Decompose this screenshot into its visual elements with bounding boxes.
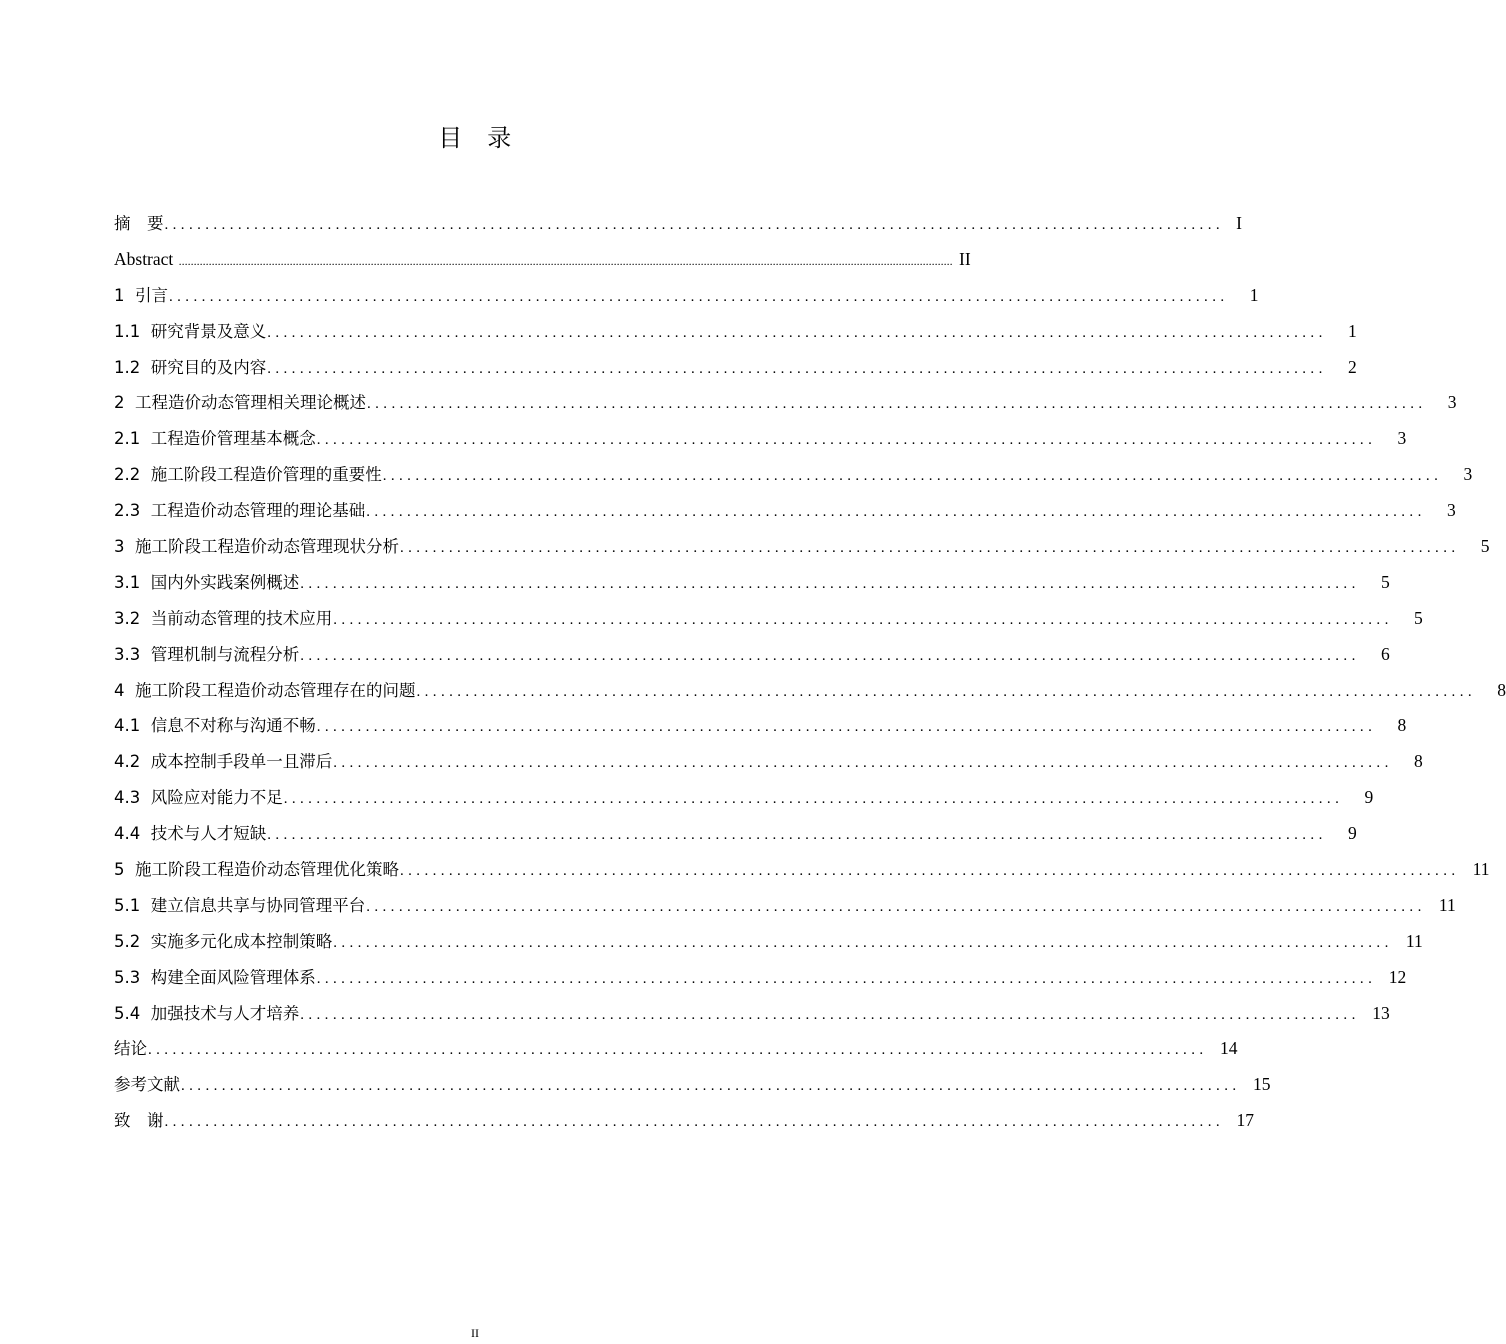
- toc-entry-label: 参考文献: [114, 1075, 180, 1095]
- toc-entry-label: 4.3 风险应对能力不足: [114, 788, 283, 808]
- toc-entry-page: 3: [1446, 500, 1456, 521]
- toc-leader-dots: ..................................................................................................................................: [267, 360, 1327, 377]
- toc-entry-page: 3: [1463, 464, 1473, 485]
- toc-entry-page: 11: [1438, 894, 1456, 915]
- toc-entry-page: 8: [1397, 715, 1407, 736]
- toc-leader-dots: ..................................................................................................................................: [164, 217, 1224, 233]
- toc-leader-dots: ..................................................................................................................................: [333, 611, 1393, 628]
- toc-leader-dots: ..................................................................................................................................: [283, 791, 1344, 808]
- toc-leader-dots: ..................................................................................................................................: [416, 683, 1476, 700]
- toc-entry-label: 3 施工阶段工程造价动态管理现状分析: [114, 537, 399, 557]
- toc-entry-page: 12: [1388, 966, 1407, 987]
- toc-entry[interactable]: [114, 708, 1407, 744]
- toc-entry-label: 2.1 工程造价管理基本概念: [114, 429, 316, 449]
- toc-entry-label: Abstract: [114, 248, 178, 269]
- toc-entry[interactable]: [114, 673, 1506, 709]
- table-of-contents: [114, 206, 1506, 1139]
- toc-entry[interactable]: [114, 350, 1357, 386]
- toc-entry-page: 5: [1480, 536, 1490, 557]
- toc-entry-label: 2 工程造价动态管理相关理论概述: [114, 393, 366, 413]
- page-number-footer: II: [471, 1326, 479, 1340]
- toc-entry[interactable]: [114, 996, 1390, 1032]
- toc-entry-label: 1 引言: [114, 285, 168, 305]
- toc-entry-label: 5.3 构建全面风险管理体系: [114, 967, 316, 987]
- toc-leader-dots: ..................................................................................................................................................................................................................................................................: [178, 253, 953, 268]
- toc-entry-label: 结论: [114, 1039, 147, 1059]
- toc-entry-page: 1: [1347, 320, 1357, 341]
- toc-entry-label: 致 谢: [114, 1111, 164, 1131]
- toc-entry-acknowledgements[interactable]: [114, 1103, 1254, 1139]
- toc-entry-references[interactable]: [114, 1067, 1271, 1103]
- toc-leader-dots: ..................................................................................................................................: [300, 647, 1360, 664]
- toc-leader-dots: ..................................................................................................................................: [382, 468, 1443, 485]
- toc-entry-page: 11: [1472, 859, 1490, 880]
- toc-entry-label: 5.4 加强技术与人才培养: [114, 1003, 300, 1023]
- toc-entry[interactable]: [114, 278, 1259, 314]
- toc-entry-label: 2.3 工程造价动态管理的理论基础: [114, 501, 366, 521]
- toc-leader-dots: ..................................................................................................................................: [316, 432, 1377, 449]
- toc-leader-dots: ..................................................................................................................................: [367, 396, 1427, 413]
- toc-entry[interactable]: [114, 457, 1473, 493]
- toc-entry-page: 13: [1372, 1002, 1390, 1023]
- toc-leader-dots: ..................................................................................................................................: [148, 1042, 1208, 1059]
- toc-leader-dots: ..................................................................................................................................: [333, 755, 1393, 772]
- toc-leader-dots: ..................................................................................................................................: [267, 827, 1327, 844]
- toc-leader-dots: ..................................................................................................................................: [366, 504, 1426, 521]
- toc-entry[interactable]: [114, 529, 1490, 565]
- toc-entry-label: 1.2 研究目的及内容: [114, 357, 267, 377]
- toc-leader-dots: ..................................................................................................................................: [164, 1114, 1224, 1131]
- toc-entry[interactable]: [114, 816, 1357, 852]
- toc-leader-dots: ..................................................................................................................................: [169, 288, 1229, 305]
- toc-entry[interactable]: [114, 314, 1357, 350]
- toc-entry[interactable]: [114, 493, 1456, 529]
- toc-entry-page: 17: [1236, 1110, 1254, 1131]
- toc-entry-label: 4.2 成本控制手段单一且滞后: [114, 752, 333, 772]
- toc-entry-label: 2.2 施工阶段工程造价管理的重要性: [114, 465, 382, 485]
- page-title: 目 录: [438, 124, 512, 152]
- toc-entry-page: 8: [1497, 679, 1506, 700]
- toc-entry-page: 5: [1413, 607, 1423, 628]
- toc-entry-label: 3.3 管理机制与流程分析: [114, 644, 300, 664]
- toc-entry-page: 3: [1397, 428, 1407, 449]
- toc-entry[interactable]: [114, 565, 1390, 601]
- toc-entry-label: 5.2 实施多元化成本控制策略: [114, 931, 333, 951]
- toc-entry-page: 8: [1413, 751, 1423, 772]
- toc-entry-page: II: [959, 248, 971, 269]
- toc-entry[interactable]: [114, 924, 1423, 960]
- toc-entry[interactable]: [114, 385, 1457, 421]
- toc-entry-label: 摘 要: [114, 214, 164, 233]
- toc-entry-page: 9: [1364, 787, 1374, 808]
- toc-entry-abstract-cn[interactable]: [114, 206, 1242, 242]
- toc-entry[interactable]: [114, 421, 1407, 457]
- toc-entry-label: 1.1 研究背景及意义: [114, 321, 267, 341]
- toc-entry-page: 9: [1347, 823, 1357, 844]
- toc-leader-dots: ..................................................................................................................................: [300, 575, 1360, 592]
- toc-entry-label: 4 施工阶段工程造价动态管理存在的问题: [114, 680, 416, 700]
- toc-entry-page: 11: [1405, 930, 1423, 951]
- toc-entry[interactable]: [114, 780, 1374, 816]
- toc-entry-label: 5.1 建立信息共享与协同管理平台: [114, 895, 366, 915]
- toc-entry-page: 2: [1347, 356, 1357, 377]
- toc-entry-label: 3.1 国内外实践案例概述: [114, 572, 300, 592]
- toc-entry[interactable]: [114, 601, 1423, 637]
- toc-entry[interactable]: [114, 888, 1456, 924]
- toc-leader-dots: ..................................................................................................................................: [333, 934, 1393, 951]
- toc-entry-page: I: [1236, 213, 1242, 233]
- toc-entry-label: 5 施工阶段工程造价动态管理优化策略: [114, 860, 399, 880]
- toc-leader-dots: ..................................................................................................................................: [181, 1078, 1241, 1095]
- toc-entry-label: 3.2 当前动态管理的技术应用: [114, 608, 333, 628]
- toc-entry-label: 4.4 技术与人才短缺: [114, 824, 267, 844]
- toc-leader-dots: ..................................................................................................................................: [300, 1006, 1360, 1023]
- toc-entry[interactable]: [114, 960, 1407, 996]
- toc-entry-conclusion[interactable]: [114, 1031, 1238, 1067]
- toc-entry-page: 15: [1253, 1074, 1271, 1095]
- toc-entry-label: 4.1 信息不对称与沟通不畅: [114, 716, 316, 736]
- toc-entry-page: 14: [1220, 1038, 1238, 1059]
- toc-leader-dots: ..................................................................................................................................: [400, 863, 1460, 880]
- toc-entry-page: 1: [1249, 284, 1259, 305]
- toc-leader-dots: ..................................................................................................................................: [400, 540, 1460, 557]
- toc-entry[interactable]: [114, 744, 1423, 780]
- toc-entry-page: 6: [1380, 643, 1390, 664]
- toc-leader-dots: ..................................................................................................................................: [316, 970, 1377, 987]
- toc-leader-dots: ..................................................................................................................................: [366, 898, 1426, 915]
- toc-entry-abstract-en[interactable]: [114, 242, 971, 278]
- toc-entry-page: 5: [1380, 571, 1390, 592]
- toc-leader-dots: ..................................................................................................................................: [267, 324, 1327, 341]
- toc-entry[interactable]: [114, 637, 1390, 673]
- toc-entry[interactable]: [114, 852, 1490, 888]
- toc-leader-dots: ..................................................................................................................................: [316, 719, 1377, 736]
- toc-entry-page: 3: [1447, 392, 1457, 413]
